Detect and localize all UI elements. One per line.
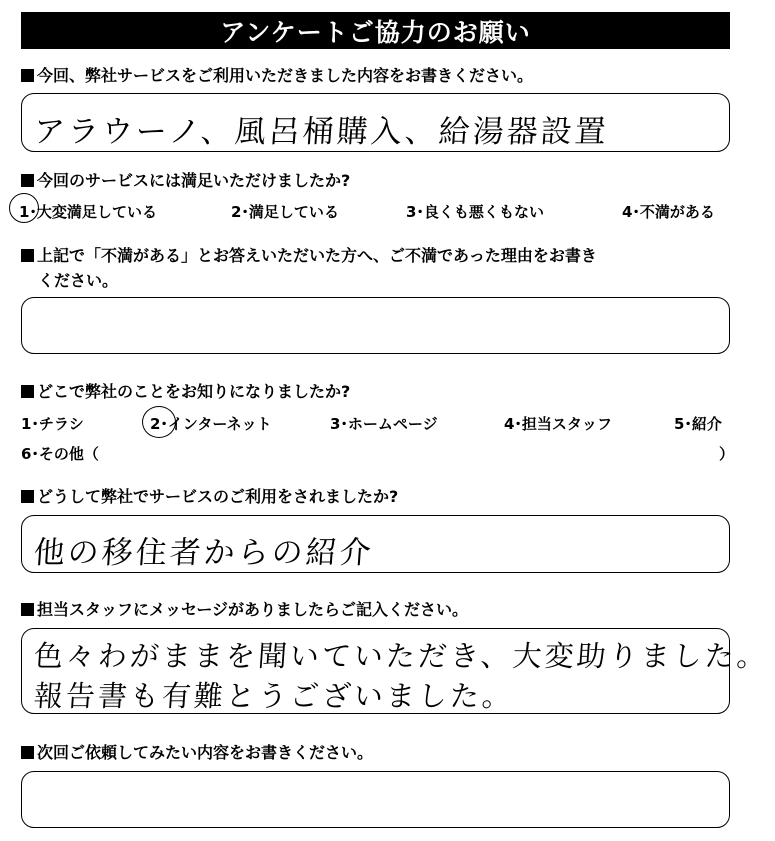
question-5 — [21, 484, 398, 507]
question-2 — [21, 168, 350, 191]
satisfaction-option-1[interactable]: 1･大変満足している — [19, 203, 157, 221]
square-bullet-icon — [21, 490, 34, 503]
source-option-4[interactable]: 4･担当スタッフ — [504, 415, 612, 433]
satisfaction-option-3[interactable]: 3･良くも悪くもない — [406, 203, 544, 221]
question-3 — [21, 243, 597, 266]
answer-box-7[interactable] — [21, 771, 730, 828]
survey-title: アンケートご協力のお願い — [21, 12, 730, 49]
handwritten-answer-1: アラウーノ、風呂桶購入、給湯器設置 — [32, 114, 610, 150]
selection-circle-mark — [142, 406, 176, 438]
square-bullet-icon — [21, 603, 34, 616]
question-3-text-line1: 上記で「不満がある」とお答えいただいた方へ、ご不満であった理由をお書き — [37, 246, 597, 265]
question-2-text: 今回のサービスには満足いただけましたか? — [37, 171, 351, 190]
source-option-5[interactable]: 5･紹介 — [674, 415, 722, 433]
source-option-2[interactable]: 2･インターネット — [150, 415, 272, 433]
source-option-6-other[interactable]: 6･その他（ — [21, 445, 99, 463]
square-bullet-icon — [21, 174, 34, 187]
handwritten-answer-6-line1: 色々わがままを聞いていただき、大変助りました。 — [32, 639, 770, 673]
source-option-1[interactable]: 1･チラシ — [21, 415, 84, 433]
handwritten-answer-6-line2: 報告書も有難とうございました。 — [32, 679, 516, 713]
satisfaction-option-4[interactable]: 4･不満がある — [622, 203, 715, 221]
answer-box-6[interactable] — [21, 628, 770, 714]
source-option-3[interactable]: 3･ホームページ — [330, 415, 438, 433]
question-4-text: どこで弊社のことをお知りになりましたか? — [37, 382, 351, 401]
square-bullet-icon — [21, 249, 34, 262]
question-7-text: 次回ご依頼してみたい内容をお書きください。 — [37, 743, 374, 762]
question-3-text-line2: ください。 — [38, 271, 119, 290]
other-close-paren: ） — [719, 445, 735, 463]
answer-box-3[interactable] — [21, 297, 730, 354]
satisfaction-option-2[interactable]: 2･満足している — [231, 203, 339, 221]
question-6-text: 担当スタッフにメッセージがありましたらご記入ください。 — [37, 600, 469, 619]
square-bullet-icon — [21, 69, 34, 82]
question-5-text: どうして弊社でサービスのご利用をされましたか? — [37, 487, 399, 506]
square-bullet-icon — [21, 385, 34, 398]
square-bullet-icon — [21, 746, 34, 759]
question-7 — [21, 740, 373, 763]
selection-circle-mark — [9, 193, 39, 223]
answer-box-1[interactable] — [21, 93, 730, 152]
answer-box-5[interactable] — [21, 515, 730, 573]
handwritten-answer-5: 他の移住者からの紹介 — [32, 535, 376, 571]
question-6 — [21, 597, 468, 620]
question-4 — [21, 379, 350, 402]
question-1-text: 今回、弊社サービスをご利用いただきました内容をお書きください。 — [37, 66, 534, 85]
question-1 — [21, 63, 533, 86]
